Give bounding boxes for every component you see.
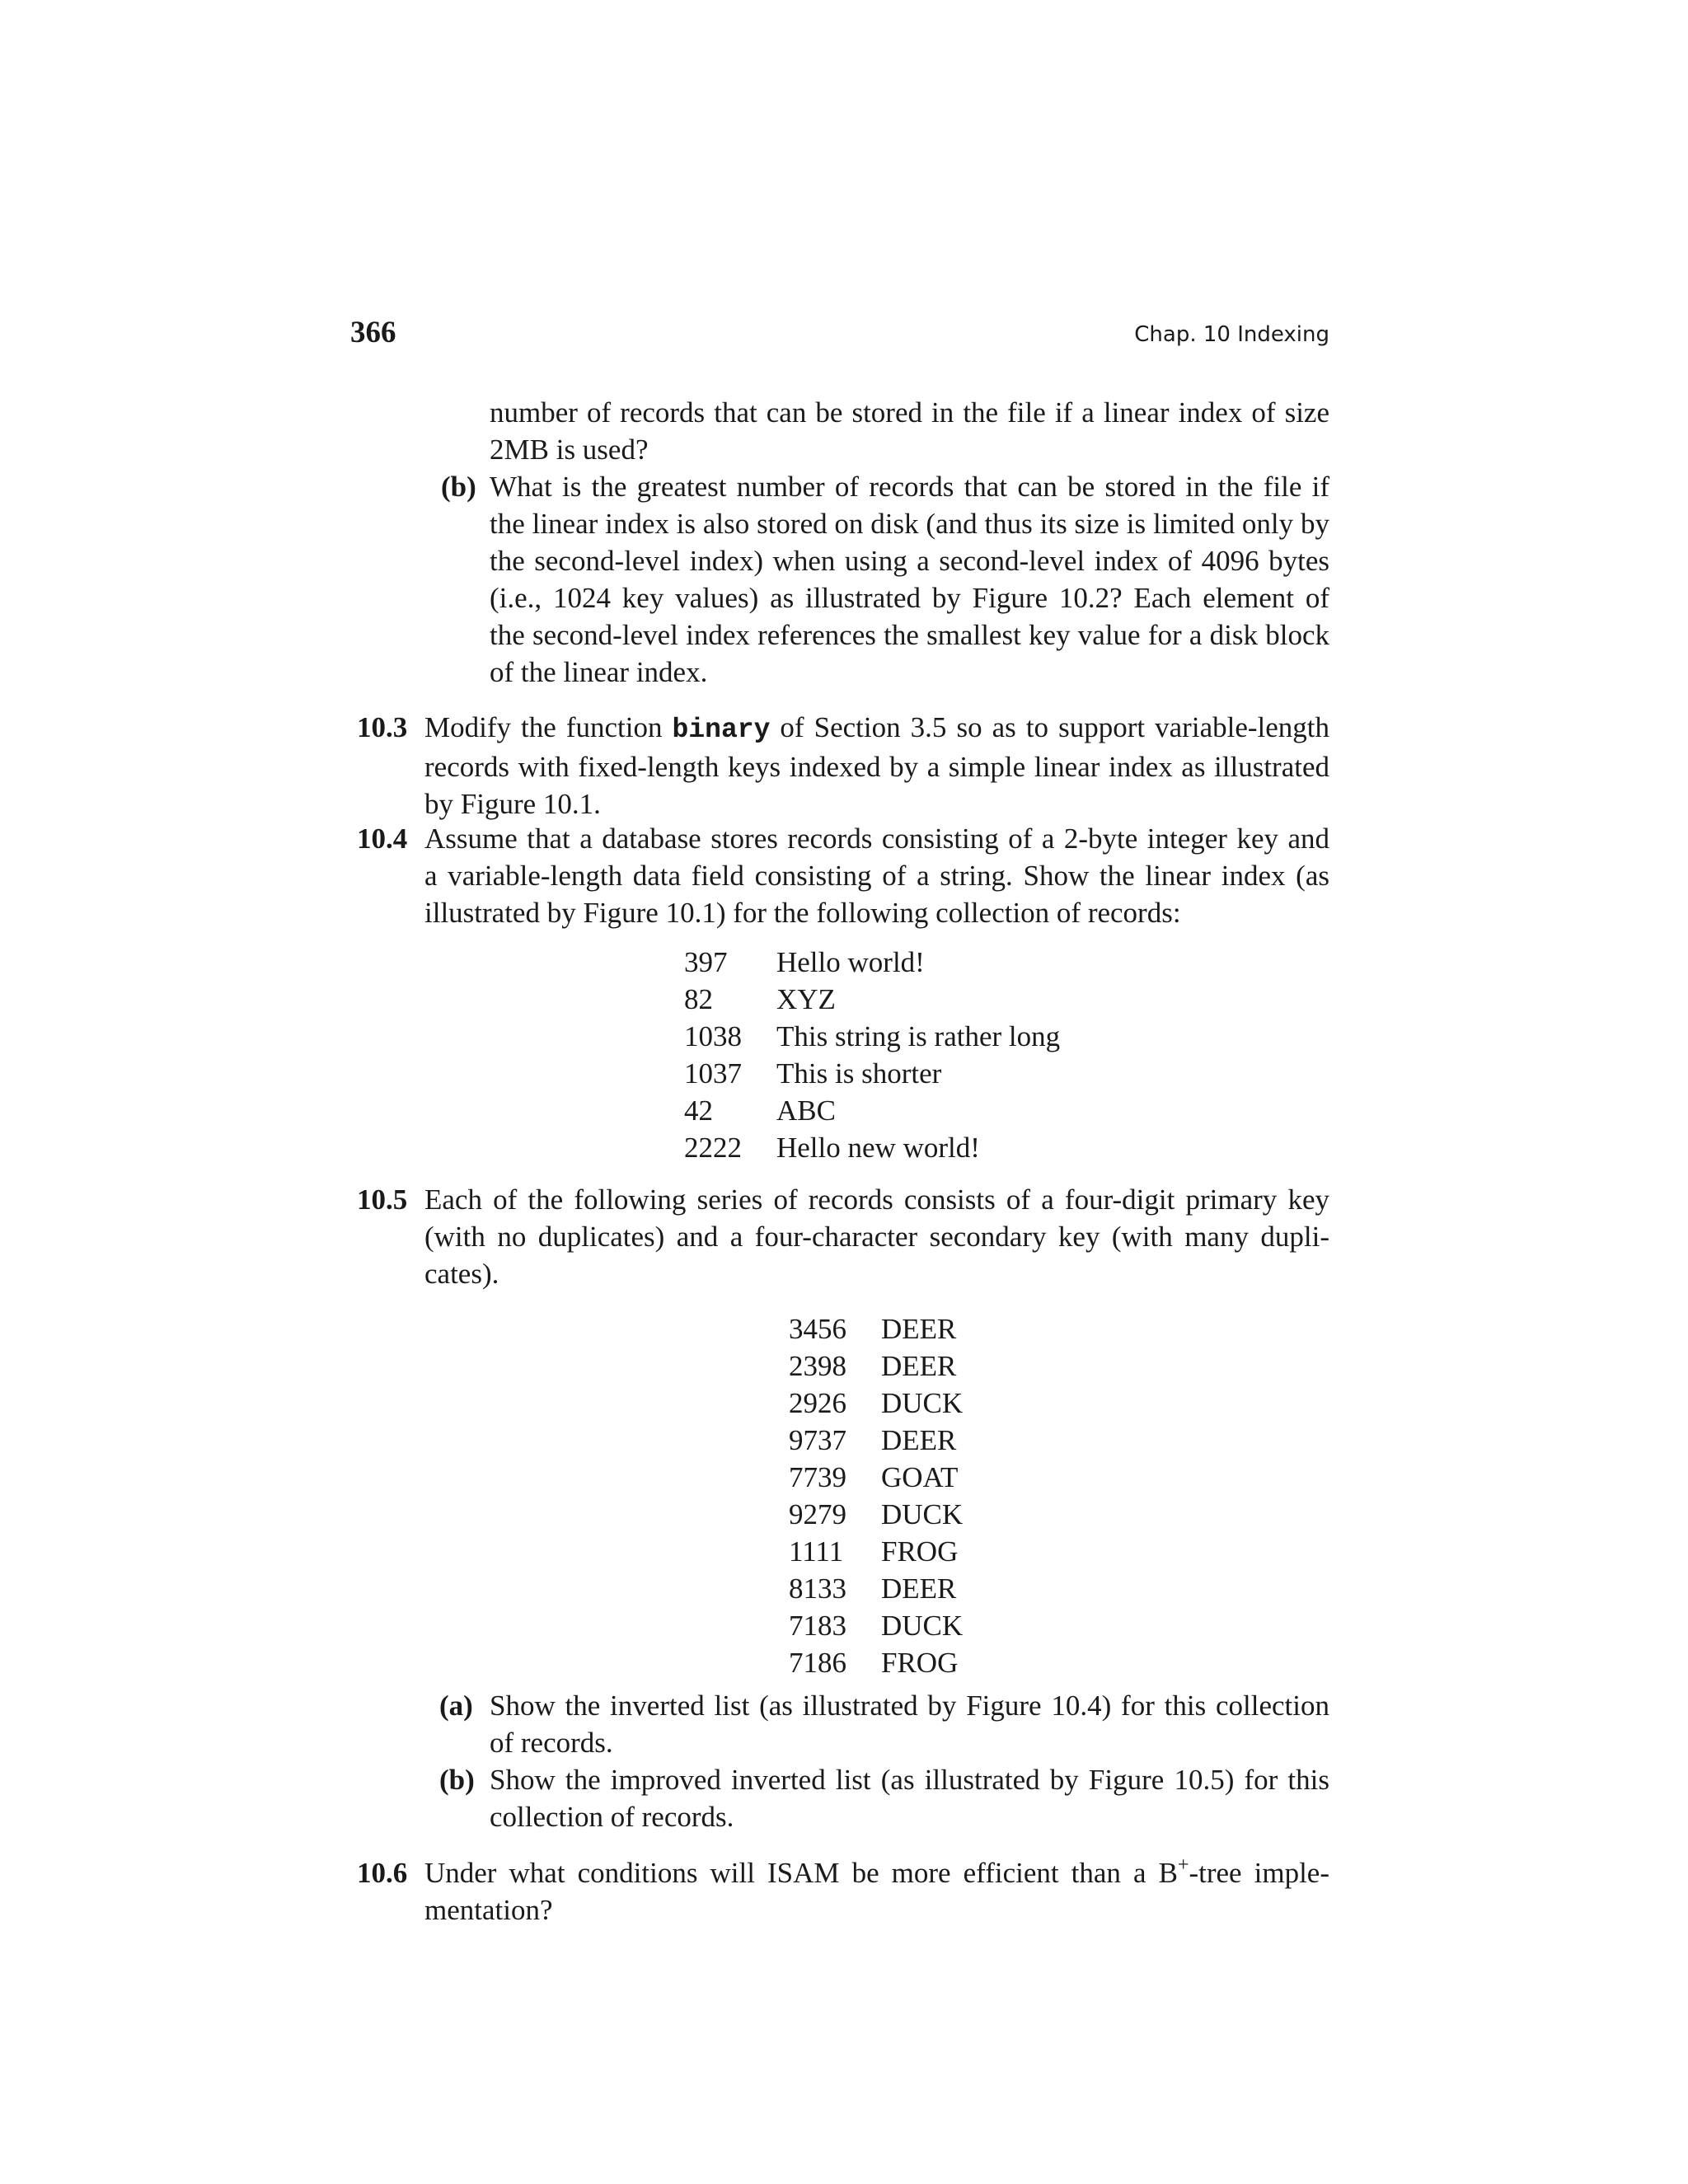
text-line: the linear index is also stored on disk (and thus its size is limited only by <box>490 508 1329 540</box>
text-line: the second-level index) when using a second-level index of 4096 bytes <box>490 545 1329 577</box>
text-fragment: of Section 3.5 so as to support variable-length <box>770 711 1329 743</box>
page-number: 366 <box>350 316 396 349</box>
text-line: records with fixed-length keys indexed by a simple linear index as illustrated <box>424 751 1329 783</box>
text-line: What is the greatest number of records that can be stored in the file if <box>490 471 1329 503</box>
text-fragment: Under what conditions will ISAM be more efficient than a B <box>424 1857 1178 1889</box>
exercise-10-6-text <box>424 1854 1329 1929</box>
primary-key: 9279 <box>789 1498 846 1530</box>
record-key: 1037 <box>684 1057 742 1090</box>
text-line: (i.e., 1024 key values) as illustrated by Figure 10.2? Each element of <box>490 582 1329 614</box>
table-row <box>789 1570 963 1607</box>
secondary-key: FROG <box>881 1647 959 1679</box>
primary-key: 2398 <box>789 1350 846 1382</box>
record-key: 397 <box>684 946 728 978</box>
exercise-number: 10.4 <box>357 823 408 855</box>
text-line: Each of the following series of records consists of a four-digit primary key <box>424 1183 1329 1216</box>
text-line: Show the inverted list (as illustrated by Figure 10.4) for this collection <box>490 1690 1329 1722</box>
secondary-key: DUCK <box>881 1387 964 1419</box>
table-row <box>789 1644 963 1681</box>
record-value: ABC <box>776 1094 836 1127</box>
part-b-text <box>490 468 1329 691</box>
table-row <box>684 944 1060 981</box>
primary-key: 3456 <box>789 1313 846 1345</box>
table-row <box>789 1459 963 1496</box>
primary-key: 9737 <box>789 1424 846 1456</box>
primary-key: 2926 <box>789 1387 846 1419</box>
record-key: 42 <box>684 1094 713 1127</box>
record-value: XYZ <box>776 983 836 1015</box>
text-line: number of records that can be stored in the file if a linear index of size <box>490 396 1329 429</box>
primary-key: 1111 <box>789 1535 844 1568</box>
secondary-key: DEER <box>881 1572 957 1605</box>
record-key: 1038 <box>684 1020 742 1052</box>
text-fragment: Modify the function <box>424 711 673 743</box>
text-line: cates). <box>424 1258 499 1290</box>
primary-key: 7186 <box>789 1647 846 1679</box>
table-row <box>684 1129 1060 1166</box>
table-row <box>684 1055 1060 1092</box>
secondary-key: DUCK <box>881 1498 964 1530</box>
secondary-key: DEER <box>881 1313 957 1345</box>
exercise-10-3-text <box>424 709 1329 823</box>
superscript-plus: + <box>1177 1854 1189 1876</box>
primary-key: 8133 <box>789 1572 846 1605</box>
record-value: Hello world! <box>776 946 925 978</box>
text-line: of the linear index. <box>490 656 708 688</box>
exercise-number: 10.3 <box>357 711 408 743</box>
text-line: collection of records. <box>490 1801 734 1833</box>
text-line: by Figure 10.1. <box>424 788 601 820</box>
record-key: 82 <box>684 983 713 1015</box>
table-row <box>789 1347 963 1385</box>
secondary-key: DEER <box>881 1424 957 1456</box>
table-row <box>789 1422 963 1459</box>
table-row <box>789 1496 963 1533</box>
text-line: (with no duplicates) and a four-character secondary key (with many dupli- <box>424 1221 1329 1253</box>
secondary-key: FROG <box>881 1535 959 1568</box>
text-line: a variable-length data field consisting of a string. Show the linear index (as <box>424 860 1329 892</box>
part-b-label: (b) <box>441 471 476 503</box>
record-value: This string is rather long <box>776 1020 1061 1052</box>
table-row <box>684 1018 1060 1055</box>
primary-key: 7183 <box>789 1610 846 1642</box>
table-row <box>789 1385 963 1422</box>
text-line: Show the improved inverted list (as illustrated by Figure 10.5) for this <box>490 1764 1329 1796</box>
exercise-number: 10.5 <box>357 1183 408 1216</box>
record-key: 2222 <box>684 1132 742 1164</box>
record-value: Hello new world! <box>776 1132 980 1164</box>
part-b-text <box>490 1761 1329 1835</box>
continuation-text <box>490 394 1329 468</box>
part-a-label: (a) <box>439 1690 473 1722</box>
text-line: 2MB is used? <box>490 434 649 466</box>
records-table <box>684 944 1060 1166</box>
table-row <box>684 1092 1060 1129</box>
text-line: Assume that a database stores records consisting of a 2-byte integer key and <box>424 823 1329 855</box>
part-a-text <box>490 1687 1329 1761</box>
part-b-label: (b) <box>439 1764 475 1796</box>
function-name-code: binary <box>672 715 771 745</box>
text-line: of records. <box>490 1727 613 1759</box>
secondary-key: DUCK <box>881 1610 964 1642</box>
table-row <box>789 1533 963 1570</box>
records-table <box>789 1310 963 1681</box>
text-line: illustrated by Figure 10.1) for the following collection of records: <box>424 897 1181 929</box>
exercise-number: 10.6 <box>357 1857 408 1889</box>
exercise-10-4-text <box>424 820 1329 931</box>
secondary-key: DEER <box>881 1350 957 1382</box>
table-row <box>789 1607 963 1644</box>
text-line <box>424 1854 1329 1891</box>
secondary-key: GOAT <box>881 1461 959 1493</box>
primary-key: 7739 <box>789 1461 846 1493</box>
exercise-10-5-text <box>424 1181 1329 1292</box>
running-head: Chap. 10 Indexing <box>1134 322 1329 347</box>
text-line: mentation? <box>424 1894 553 1926</box>
table-row <box>684 981 1060 1018</box>
text-line <box>424 709 1329 748</box>
table-row <box>789 1310 963 1347</box>
text-fragment: -tree imple- <box>1189 1857 1329 1889</box>
record-value: This is shorter <box>776 1057 942 1090</box>
text-line: the second-level index references the smallest key value for a disk block <box>490 619 1329 651</box>
